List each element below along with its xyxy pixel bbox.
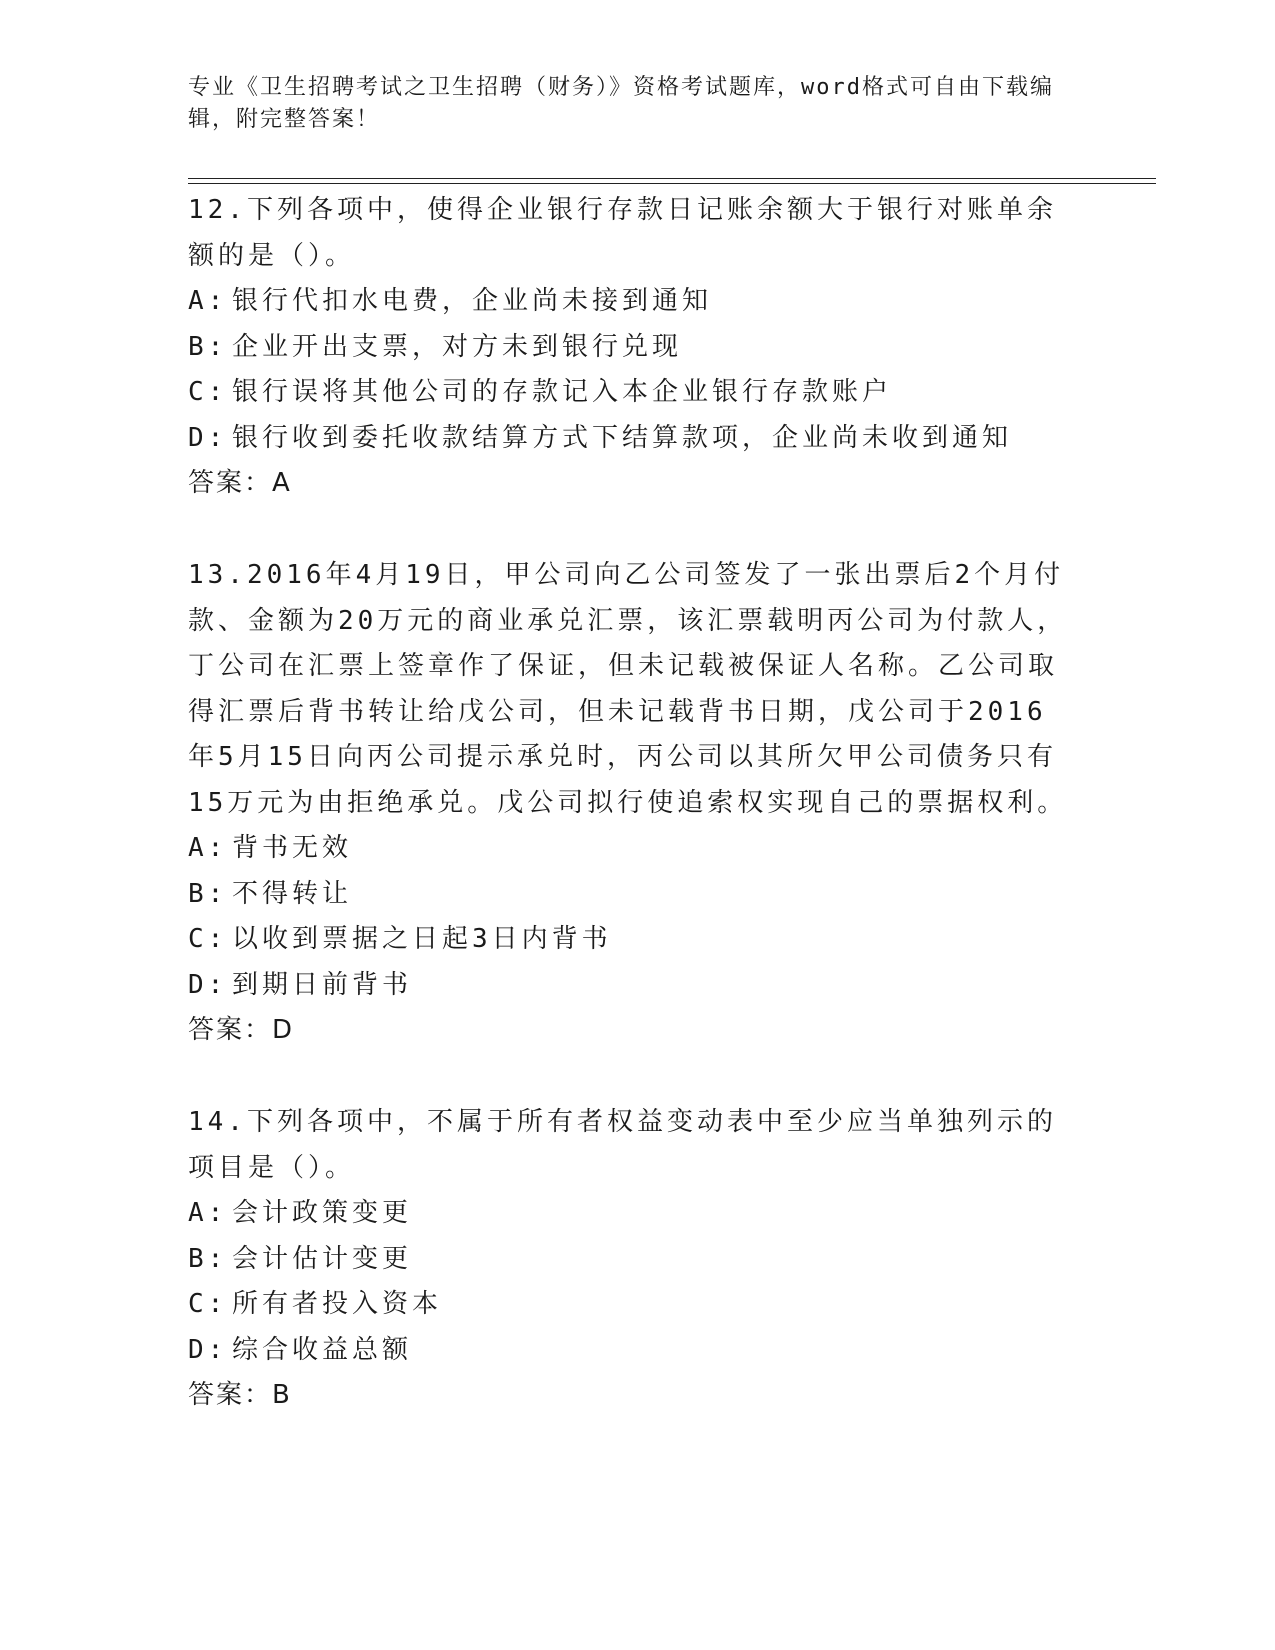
option-b	[188, 325, 1068, 371]
header-divider-bottom	[188, 183, 1156, 184]
option-letter: D:	[188, 422, 228, 453]
option-c	[188, 370, 1068, 416]
option-a	[188, 826, 1068, 872]
option-b	[188, 872, 1068, 918]
document-header: 专业《卫生招聘考试之卫生招聘（财务）》资格考试题库，word格式可自由下载编辑，附完整答案！	[188, 75, 1054, 132]
question-12	[188, 188, 1068, 507]
option-c	[188, 1282, 1068, 1328]
question-14	[188, 1100, 1068, 1419]
option-letter: C:	[188, 377, 228, 407]
option-d	[188, 416, 1068, 462]
option-text: 所有者投入资本	[232, 1289, 443, 1319]
option-text: 背书无效	[232, 833, 353, 863]
answer-line: 答案：A	[188, 468, 292, 498]
option-d	[188, 963, 1068, 1009]
option-text: 企业开出支票，对方未到银行兑现	[232, 331, 683, 362]
option-letter: D:	[188, 1334, 228, 1365]
option-text: 银行代扣水电费，企业尚未接到通知	[232, 286, 713, 316]
question-stem: 13.2016年4月19日，甲公司向乙公司签发了一张出票后2个月付款、金额为20万元的商业承兑汇票，该汇票载明丙公司为付款人，丁公司在汇票上签章作了保证，但未记载被保证人名称。乙公司取得汇票后背书转让给戊公司，但未记载背书日期，戊公司于2016年5月15日向丙公司提示承兑时，丙公司以其所欠甲公司债务只有15万元为由拒绝承兑。戊公司拟行使追索权实现自己的票据权利。	[188, 560, 1068, 818]
option-text: 银行收到委托收款结算方式下结算款项，企业尚未收到通知	[232, 422, 1013, 453]
answer-line: 答案：B	[188, 1380, 292, 1410]
option-letter: C:	[188, 1289, 228, 1319]
option-text: 到期日前背书	[232, 969, 413, 1000]
question-stem: 14.下列各项中，不属于所有者权益变动表中至少应当单独列示的项目是（）。	[188, 1107, 1057, 1183]
question-13	[188, 553, 1068, 1054]
option-text: 不得转让	[232, 878, 353, 909]
option-letter: B:	[188, 1243, 228, 1274]
option-text: 综合收益总额	[232, 1334, 413, 1365]
question-stem: 12.下列各项中，使得企业银行存款日记账余额大于银行对账单余额的是（）。	[188, 195, 1057, 271]
option-a	[188, 1191, 1068, 1237]
option-letter: A:	[188, 286, 228, 316]
option-letter: B:	[188, 878, 228, 909]
option-letter: A:	[188, 833, 228, 863]
option-a	[188, 279, 1068, 325]
option-text: 会计估计变更	[232, 1243, 413, 1274]
header-divider-top	[188, 178, 1156, 179]
option-c	[188, 917, 1068, 963]
option-letter: D:	[188, 969, 228, 1000]
answer-line: 答案：D	[188, 1015, 295, 1045]
option-letter: A:	[188, 1198, 228, 1228]
option-text: 以收到票据之日起3日内背书	[232, 924, 612, 954]
option-letter: B:	[188, 331, 228, 362]
option-letter: C:	[188, 924, 228, 954]
option-text: 会计政策变更	[232, 1198, 413, 1228]
option-b	[188, 1237, 1068, 1283]
option-d	[188, 1328, 1068, 1374]
option-text: 银行误将其他公司的存款记入本企业银行存款账户	[232, 377, 893, 407]
